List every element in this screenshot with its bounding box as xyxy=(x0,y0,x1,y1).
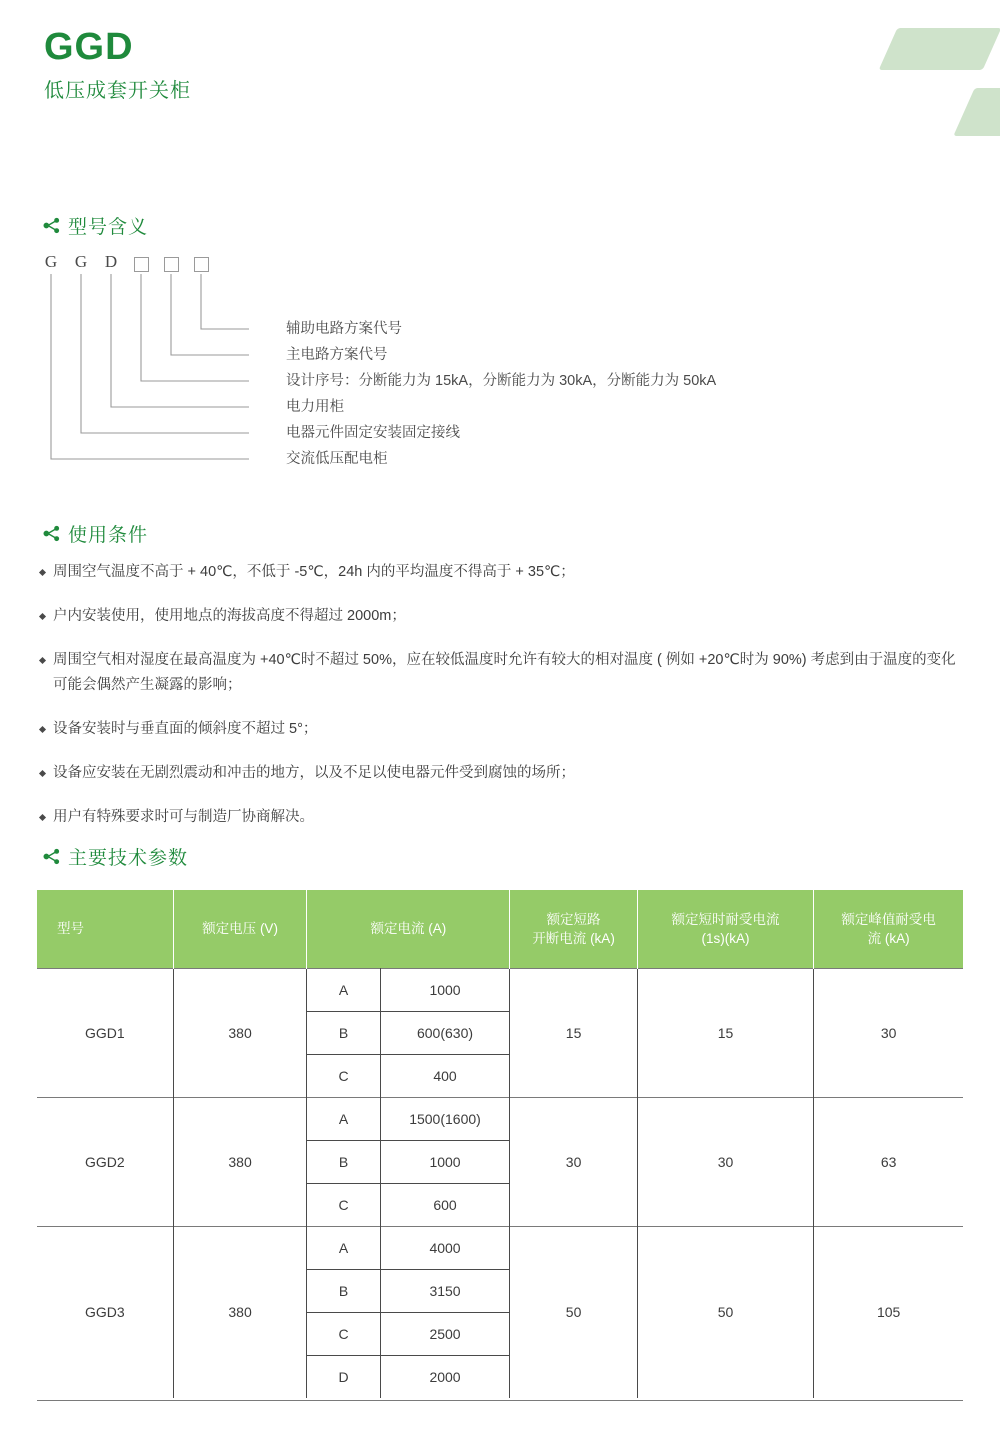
condition-text: 周围空气相对湿度在最高温度为 +40℃时不超过 50%，应在较低温度时允许有较大的相对温度 ( 例如 +20℃时为 90%) 考虑到由于温度的变化可能会偶然产生凝露的影响； xyxy=(53,652,956,693)
column-header-breaking-line1: 额定短路 xyxy=(546,911,601,927)
bullet-diamond-icon xyxy=(39,726,46,733)
condition-text: 周围空气温度不高于 + 40℃，不低于 -5℃，24h 内的平均温度不得高于 + 35℃； xyxy=(53,564,575,580)
cell-peak-current: 105 xyxy=(814,1226,963,1398)
section-heading-model-meaning xyxy=(42,212,148,239)
table-row xyxy=(37,968,963,1011)
cell-breaking-current: 50 xyxy=(510,1226,637,1398)
bullet-diamond-icon xyxy=(39,569,46,576)
cell-current-value: 600 xyxy=(380,1183,510,1226)
column-header-peak-current xyxy=(814,890,963,968)
model-code-diagram xyxy=(36,252,796,482)
model-code-label-5: 电器元件固定安装固定接线 xyxy=(286,425,460,441)
cell-short-time-current: 30 xyxy=(637,1097,813,1226)
model-code-label-6: 交流低压配电柜 xyxy=(286,451,388,467)
model-code-label-3: 设计序号：分断能力为 15kA，分断能力为 30kA，分断能力为 50kA xyxy=(286,373,717,389)
cell-current-value: 2500 xyxy=(380,1312,510,1355)
bullet-diamond-icon xyxy=(39,613,46,620)
column-header-peak-line1: 额定峰值耐受电 xyxy=(841,911,936,927)
condition-text: 设备应安装在无剧烈震动和冲击的地方，以及不足以使电器元件受到腐蚀的场所； xyxy=(53,765,575,781)
share-icon xyxy=(42,847,61,866)
condition-text: 户内安装使用，使用地点的海拔高度不得超过 2000m； xyxy=(53,608,406,624)
cell-current-value: 1500(1600) xyxy=(380,1097,510,1140)
technical-parameters-table xyxy=(37,890,963,1398)
condition-text: 用户有特殊要求时可与制造厂协商解决。 xyxy=(53,809,314,825)
cell-current-value: 3150 xyxy=(380,1269,510,1312)
condition-text: 设备安装时与垂直面的倾斜度不超过 5°； xyxy=(53,721,318,737)
cell-current-letter: B xyxy=(307,1011,380,1054)
section-heading-tech-params xyxy=(42,843,188,870)
model-code-char-3: D xyxy=(104,252,118,271)
cell-current-letter: B xyxy=(307,1140,380,1183)
decorative-corner-shapes xyxy=(860,0,1000,150)
column-header-breaking-current xyxy=(510,890,637,968)
cell-peak-current: 30 xyxy=(814,968,963,1097)
cell-voltage: 380 xyxy=(173,1226,307,1398)
model-code-label-1: 辅助电路方案代号 xyxy=(286,321,402,337)
cell-current-letter: C xyxy=(307,1312,380,1355)
cell-current-letter: C xyxy=(307,1183,380,1226)
share-icon xyxy=(42,524,61,543)
share-icon xyxy=(42,216,61,235)
model-code-labels xyxy=(249,316,716,472)
model-code-label-4: 电力用柜 xyxy=(286,399,344,415)
section-heading-usage-conditions xyxy=(42,520,148,547)
model-code-characters xyxy=(36,252,216,272)
cell-current-letter: A xyxy=(307,1226,380,1269)
model-code-char-2: G xyxy=(74,252,88,271)
section-title-text: 型号含义 xyxy=(68,217,149,238)
cell-current-letter: D xyxy=(307,1355,380,1398)
column-header-short-time-current xyxy=(637,890,813,968)
table-header-row xyxy=(37,890,963,968)
cell-breaking-current: 15 xyxy=(510,968,637,1097)
section-title-text: 主要技术参数 xyxy=(68,848,189,869)
table-row xyxy=(37,1097,963,1140)
list-item xyxy=(40,604,970,629)
model-code-box-4 xyxy=(126,252,156,272)
cell-current-value: 4000 xyxy=(380,1226,510,1269)
cell-voltage: 380 xyxy=(173,1097,307,1226)
page-header xyxy=(44,28,191,103)
section-title-text: 使用条件 xyxy=(68,525,149,546)
cell-current-letter: C xyxy=(307,1054,380,1097)
list-item xyxy=(40,648,970,698)
column-header-current: 额定电流 (A) xyxy=(307,890,510,968)
table-body xyxy=(37,968,963,1398)
cell-current-value: 1000 xyxy=(380,1140,510,1183)
list-item xyxy=(40,761,970,786)
cell-voltage: 380 xyxy=(173,968,307,1097)
cell-current-value: 1000 xyxy=(380,968,510,1011)
model-code-leader-lines xyxy=(36,274,266,484)
bullet-diamond-icon xyxy=(39,770,46,777)
bullet-diamond-icon xyxy=(39,814,46,821)
bullet-diamond-icon xyxy=(39,657,46,664)
list-item xyxy=(40,805,970,830)
model-code-char-1: G xyxy=(44,252,58,271)
model-code-box-6 xyxy=(186,252,216,272)
model-code-box-5 xyxy=(156,252,186,272)
cell-model: GGD2 xyxy=(37,1097,173,1226)
decorative-parallelogram-2 xyxy=(953,88,1000,136)
list-item xyxy=(40,560,970,585)
table-header xyxy=(37,890,963,968)
cell-current-letter: A xyxy=(307,968,380,1011)
cell-model: GGD1 xyxy=(37,968,173,1097)
column-header-peak-line2: 流 (kA) xyxy=(867,930,910,946)
column-header-short-time-line1: 额定短时耐受电流 xyxy=(671,911,780,927)
table-bottom-rule xyxy=(37,1400,963,1401)
page-subtitle: 低压成套开关柜 xyxy=(44,79,191,102)
column-header-voltage: 额定电压 (V) xyxy=(173,890,307,968)
usage-conditions-list xyxy=(40,560,970,849)
cell-breaking-current: 30 xyxy=(510,1097,637,1226)
page-title: GGD xyxy=(44,26,134,68)
table-row xyxy=(37,1226,963,1269)
cell-short-time-current: 15 xyxy=(637,968,813,1097)
cell-current-letter: B xyxy=(307,1269,380,1312)
cell-current-value: 2000 xyxy=(380,1355,510,1398)
list-item xyxy=(40,717,970,742)
cell-current-value: 400 xyxy=(380,1054,510,1097)
cell-current-letter: A xyxy=(307,1097,380,1140)
cell-current-value: 600(630) xyxy=(380,1011,510,1054)
model-code-label-2: 主电路方案代号 xyxy=(286,347,388,363)
cell-short-time-current: 50 xyxy=(637,1226,813,1398)
decorative-parallelogram-1 xyxy=(879,28,1000,70)
column-header-model: 型号 xyxy=(37,890,173,968)
cell-peak-current: 63 xyxy=(814,1097,963,1226)
column-header-breaking-line2: 开断电流 (kA) xyxy=(532,930,615,946)
cell-model: GGD3 xyxy=(37,1226,173,1398)
column-header-short-time-line2: (1s)(kA) xyxy=(701,930,750,946)
